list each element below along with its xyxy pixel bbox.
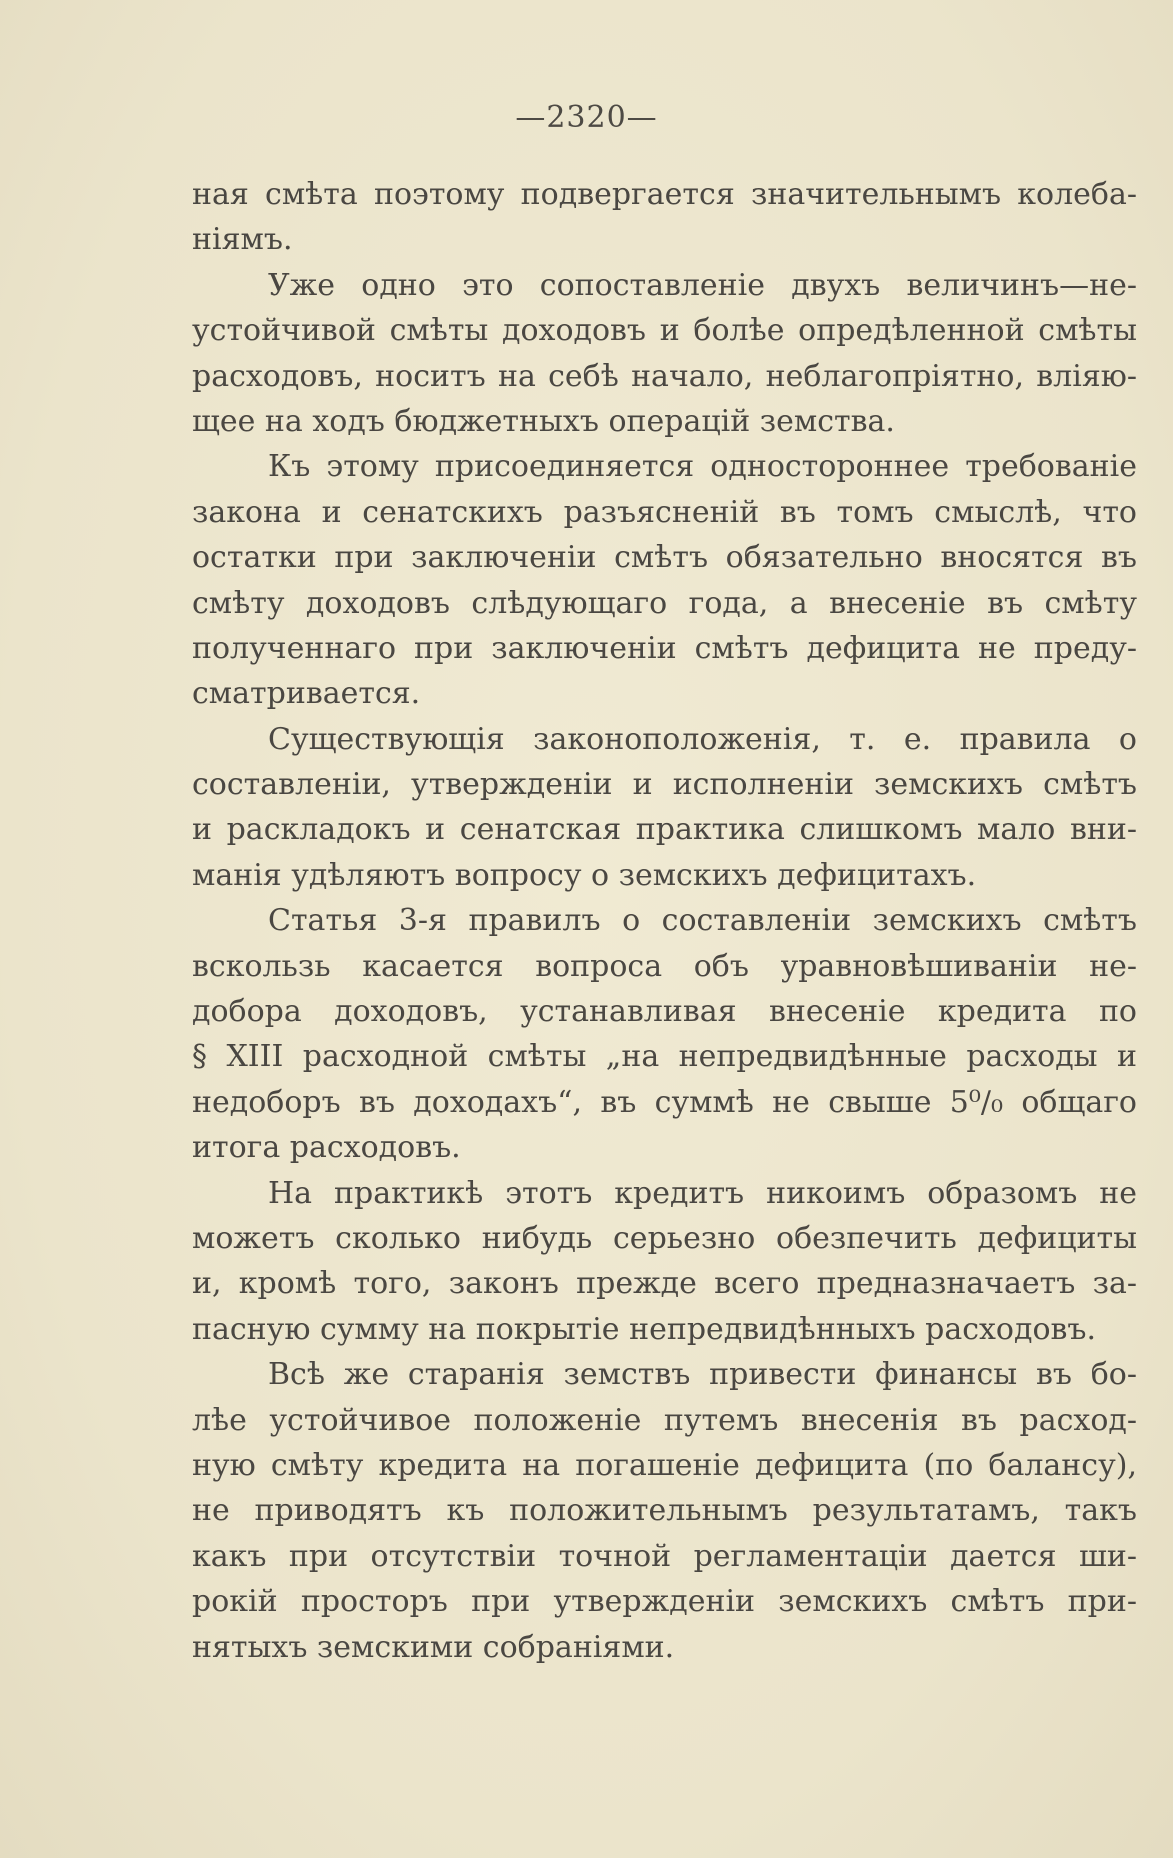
text-line: щее на ходъ бюджетныхъ операцій земства. <box>192 403 895 439</box>
page-number: —2320— <box>515 100 658 135</box>
text-line: составленіи, утвержденіи и исполненіи земскихъ смѣтъ <box>192 767 1137 803</box>
text-line: добора доходовъ, устанавливая внесеніе кредита по <box>192 994 1137 1030</box>
text-line: лѣе устойчивое положеніе путемъ внесенія въ расход- <box>192 1402 1137 1438</box>
paragraph-7 <box>192 1352 1137 1670</box>
text-line: закона и сенатскихъ разъясненій въ томъ смыслѣ, что <box>192 494 1137 530</box>
text-line: вскользь касается вопроса объ уравновѣшиваніи не- <box>192 948 1137 984</box>
text-line: расходовъ, носитъ на себѣ начало, неблагопріятно, вліяю- <box>192 358 1137 394</box>
body-text <box>192 172 1137 1670</box>
text-line: манія удѣляютъ вопросу о земскихъ дефицитахъ. <box>192 857 977 893</box>
paragraph-2 <box>192 263 1137 445</box>
text-line: полученнаго при заключеніи смѣтъ дефицита не преду- <box>192 630 1137 666</box>
text-line: остатки при заключеніи смѣтъ обязательно вносятся въ <box>192 540 1137 576</box>
text-line: Уже одно это сопоставленіе двухъ величинъ—не- <box>268 267 1137 303</box>
text-line: итога расходовъ. <box>192 1130 461 1166</box>
paragraph-4 <box>192 717 1137 899</box>
text-line: ная смѣта поэтому подвергается значительнымъ колеба- <box>192 177 1137 212</box>
text-line: Существующія законоположенія, т. е. правила о <box>268 721 1137 757</box>
paragraph-1 <box>192 172 1137 263</box>
text-line: Къ этому присоединяется одностороннее требованіе <box>268 449 1137 485</box>
text-line: Статья 3-я правилъ о составленіи земскихъ смѣтъ <box>268 903 1137 939</box>
text-line: пасную сумму на покрытіе непредвидѣнныхъ расходовъ. <box>192 1311 1097 1347</box>
text-line: сматривается. <box>192 676 421 712</box>
text-line: устойчивой смѣты доходовъ и болѣе опредѣленной смѣты <box>192 313 1137 349</box>
paragraph-5 <box>192 898 1137 1170</box>
text-line: какъ при отсутствіи точной регламентаціи дается ши- <box>192 1538 1137 1574</box>
paragraph-3 <box>192 444 1137 716</box>
text-line: § XIII расходной смѣты „на непредвидѣнные расходы и <box>192 1039 1137 1075</box>
text-line: не приводятъ къ положительнымъ результатамъ, такъ <box>192 1493 1137 1529</box>
text-line: недоборъ въ доходахъ“, въ суммѣ не свыше 5⁰/₀ общаго <box>192 1084 1137 1120</box>
paragraph-6 <box>192 1171 1137 1353</box>
text-line: можетъ сколько нибудь серьезно обезпечить дефициты <box>192 1220 1137 1256</box>
text-line: и, кромѣ того, законъ прежде всего предназначаетъ за- <box>192 1266 1137 1302</box>
text-line: смѣту доходовъ слѣдующаго года, а внесеніе въ смѣту <box>192 585 1137 621</box>
text-line: и раскладокъ и сенатская практика слишкомъ мало вни- <box>192 812 1137 848</box>
text-line: нятыхъ земскими собраніями. <box>192 1629 675 1665</box>
text-line: рокій просторъ при утвержденіи земскихъ смѣтъ при- <box>192 1584 1137 1620</box>
text-line: На практикѣ этотъ кредитъ никоимъ образомъ не <box>268 1175 1137 1211</box>
text-line: ную смѣту кредита на погашеніе дефицита (по балансу), <box>192 1447 1137 1483</box>
text-line: Всѣ же старанія земствъ привести финансы въ бо- <box>268 1357 1137 1393</box>
text-line: ніямъ. <box>192 222 293 258</box>
